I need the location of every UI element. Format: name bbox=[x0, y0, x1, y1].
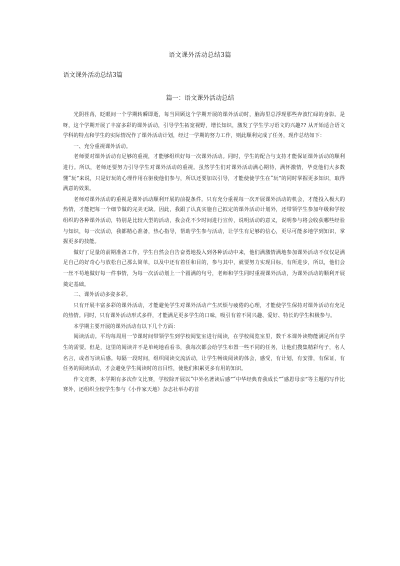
paragraph: 一、充分重视课外活动。 bbox=[73, 143, 132, 150]
document-subtitle: 语文课外活动总结3篇 bbox=[63, 72, 123, 79]
document-title: 语文课外活动总结3篇 bbox=[168, 52, 232, 59]
paragraph: 老师对课外活动的重视是课外活动顺利开展的前提条件。只有充分重视每一次开展课外活动的机会，才能投入极大的热情，才能把每一个细节做的完美无缺。因此，我跟了认真实施自己拟定的课外活动计划外，还带领学生参加年级和学校组织的各种课外活动，特别是比较大型的活动，我会花不少时间进行宣传，说明活动的意义，说明参与将会收获哪些经验与知识，每一次活动，我都精心准备，热心指导，帮助学生参与活动，让学生有足够的信心，更尽可能多地学到知识，掌握更多的技能。 bbox=[63, 196, 345, 246]
body-text bbox=[63, 110, 345, 396]
paragraph: 老师要对课外活动有足够的重视，才能够组织好每一次课外活动。同时，学生的配合与支持才能保证课外活动的顺利进行。所以，老师还要努力引导学生对课外活动的重视。虽然学生们对课外活动满心期待，满怀激情，毕竟他们大多数懂“玩”来说，只是好玩的心理作用在驱使他们参与，所以还要加以引导，才能使使学生在“玩”的同时掌握更多知识，取得满意的效果。 bbox=[63, 154, 345, 193]
paragraph: 作文竞赛，本学期有多次作文比赛，学校除开展以“中外名著读后感”“中华经典育我成长”“感恩母亲”等主题的写作比赛外，还组织全校学生参与《小作家天地》杂志社举办的首 bbox=[63, 376, 345, 394]
paragraph: 本学期主要开展的课外活动有以下几个方面： bbox=[73, 323, 179, 330]
paragraph: 二、课外活动多姿多彩。 bbox=[73, 292, 132, 299]
paragraph: 做好了足量的前期准备工作，学生自然会自告奋勇地投入到各种活动中来，他们满激情满地参加课外活动不仅仅是满足自己的好奇心与放松自己那么简单，以及中还有着任和目的，参与其中，就要努力实现目标，有所进步，所以，他们会一丝不苟地做好每一件事情，为每一次活动划上一个圆满的句号，老师和学生同时重视课外活动，为课外活动的顺利开展奠定基础。 bbox=[63, 249, 345, 288]
section-heading: 篇一：语文课外活动总结 bbox=[165, 95, 235, 102]
paragraph: 只有开展丰富多彩的课外活动，才能避免学生对课外活动产生厌烦与疲倦的心理，才能使学生保持对课外活动有充足的热情。同时，只有课外活动形式多样，才能满足更多学生的口味，吸引有着不同兴趣、爱好、特长的学生积极参与。 bbox=[63, 302, 345, 320]
paragraph: 光阴荏苒，眨眼间一个学期转瞬即逝，每当回顾这个学期开展的课外活动时，脑海里总浮现那些奔波忙碌的身影。是呀，这个学期开展了丰富多彩的课外活动，引导学生拓宽视野，增长知识，激发了学生学习语文的兴趣?? 从开始适合语文学科的特点和学生的实际情况作了课外活动计划，经过一学期的努力工作，则此顺利完成了任务，现作总结如下： bbox=[63, 112, 345, 140]
paragraph: 阅读活动。平均每周用一节课时间带领学生到学校阅览室进行阅读，在学校阅览室里，数千本课外读物能满足所有学生的需要。但是，这里的阅读并不是单纯地看看书，我每次都会给学生布置一些不同的任务，让他们搜集精彩句子，名人名言，或者写读后感。每隔一段时间，组织阅读交流活动，让学生畅谈阅读的体会，感受，有计划，有安排，有保证，有任务的阅读活动，才会避免学生阅读时的盲目性，使他们积累更多有用的知识。 bbox=[63, 334, 345, 373]
